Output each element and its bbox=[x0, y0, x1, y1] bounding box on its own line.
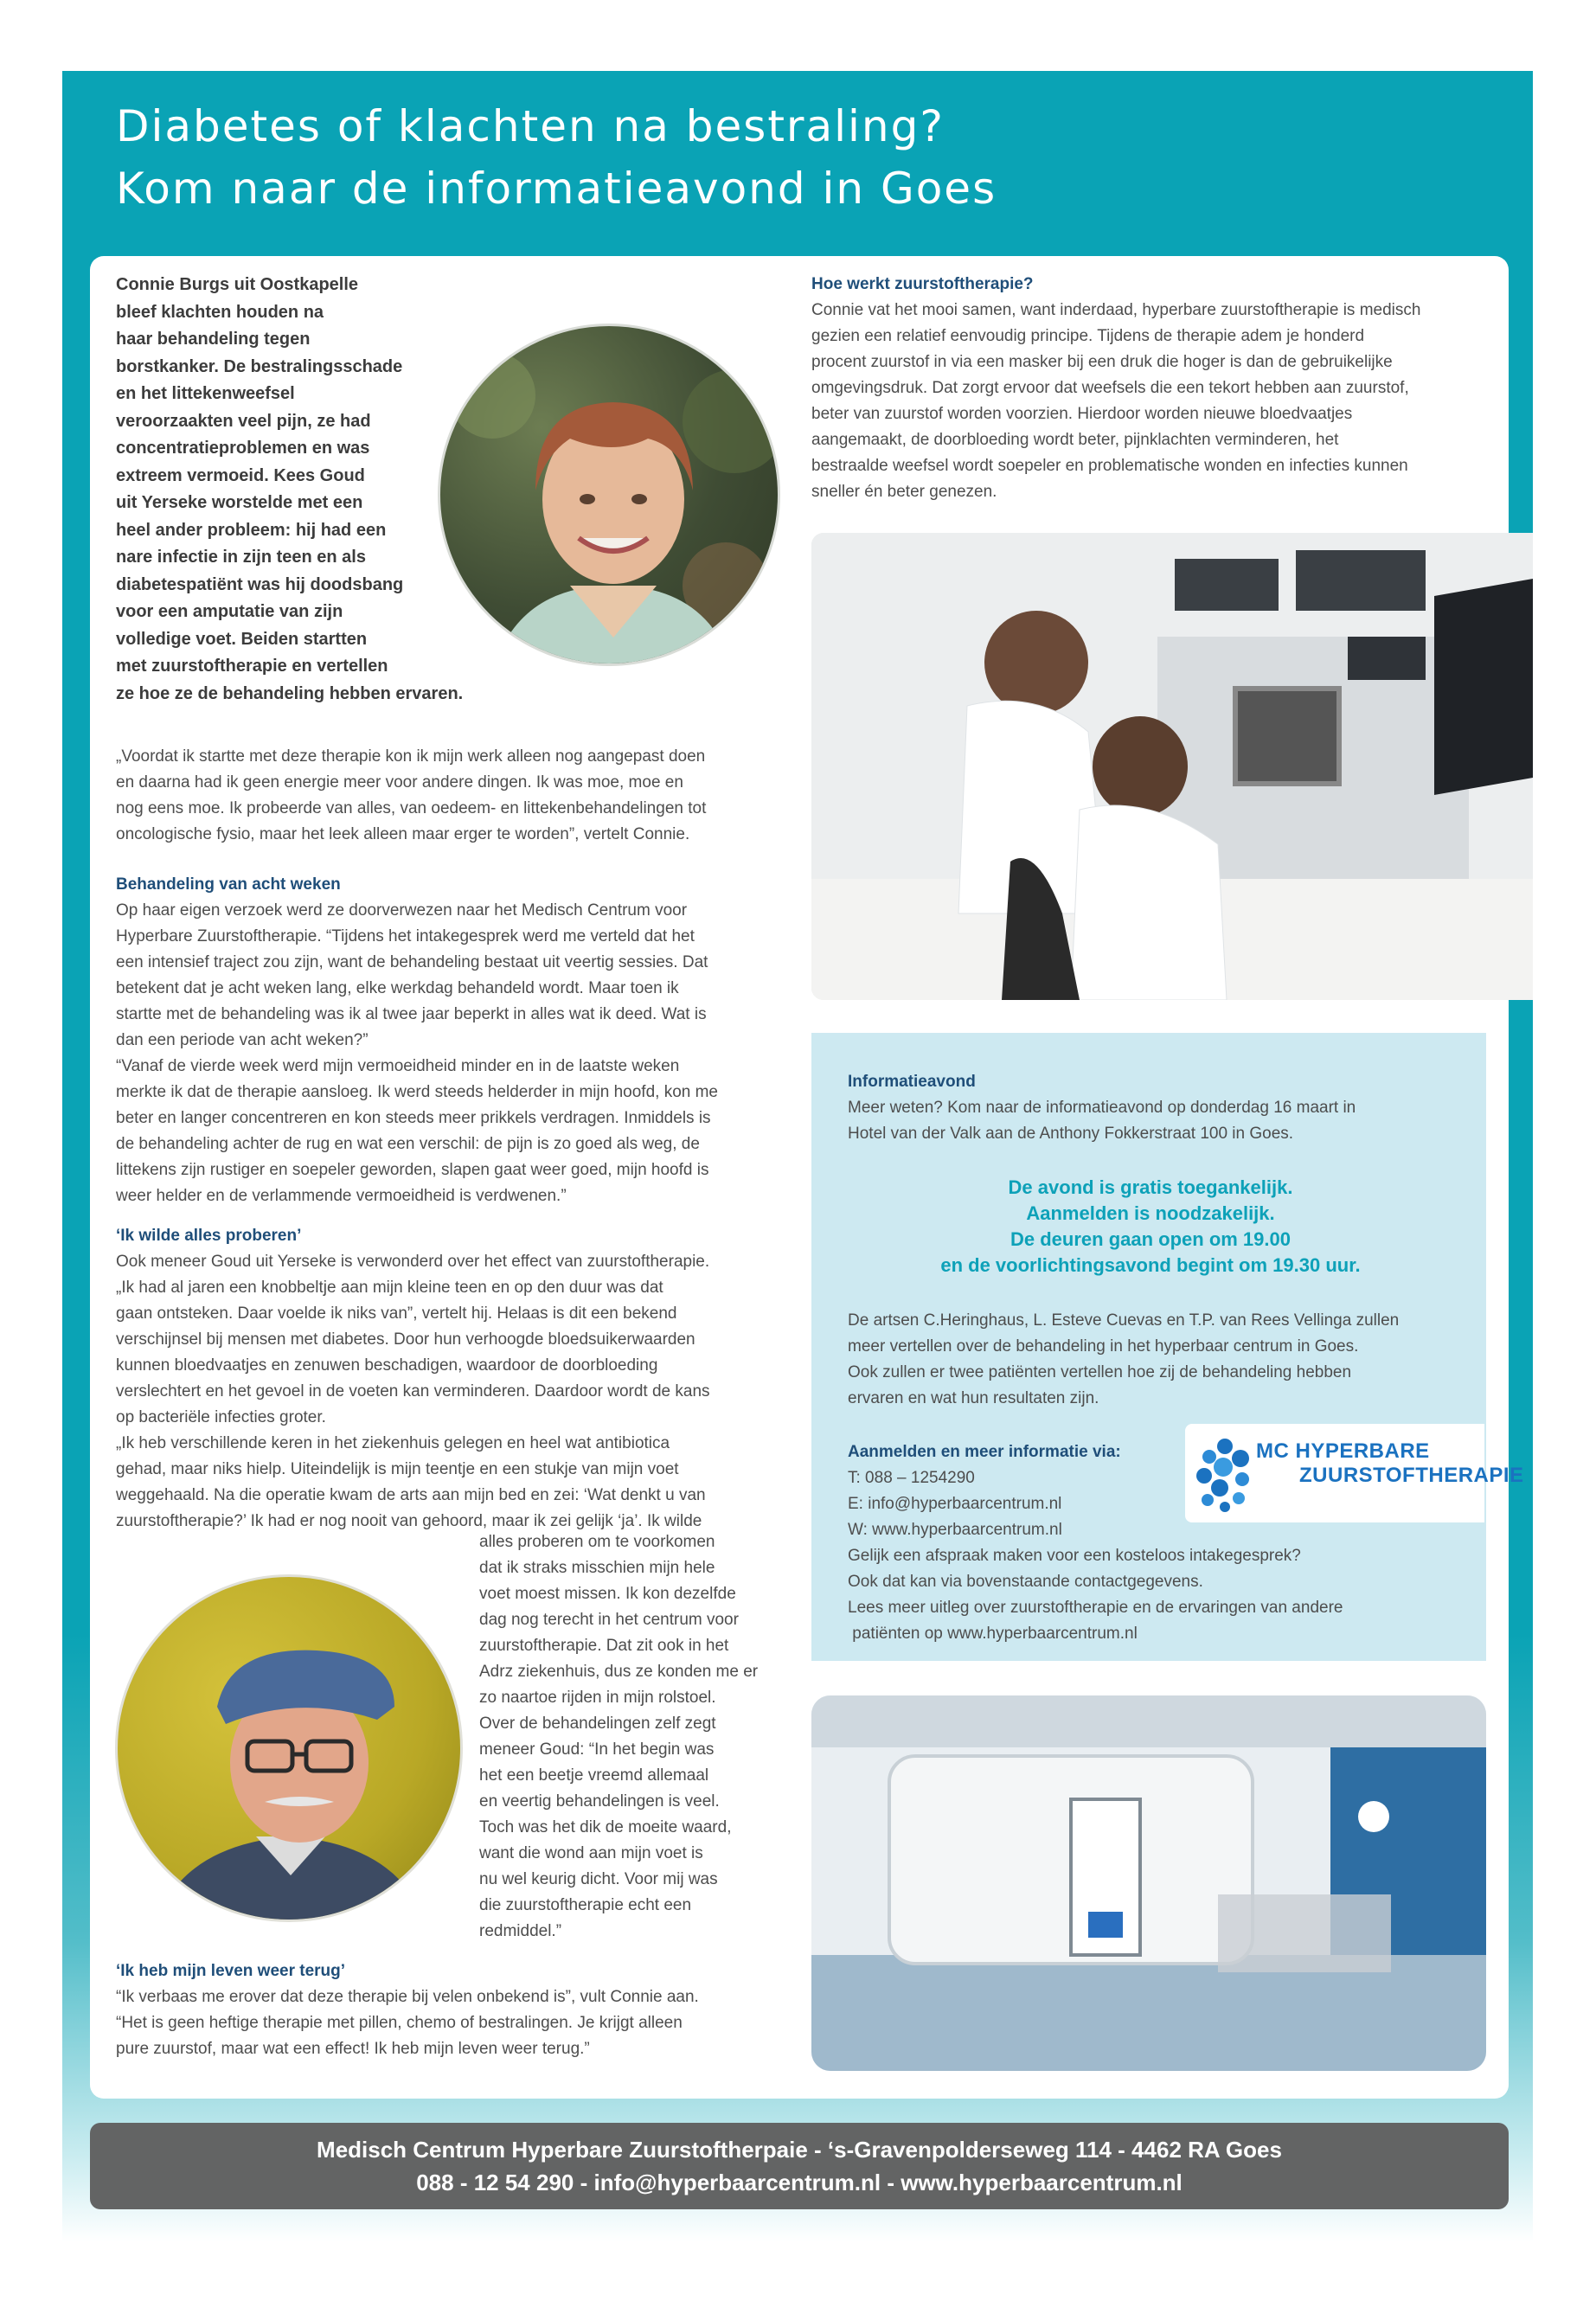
text-line: zuurstoftherapie?’ Ik had er nog nooit van gehoord, maar ik zei gelijk ‘ja’. Ik wilde bbox=[116, 1512, 702, 1530]
logo-text-line1: MC HYPERBARE bbox=[1256, 1439, 1430, 1463]
headline-line-1: Diabetes of klachten na bestraling? bbox=[116, 101, 945, 151]
text-line: gezien een relatief eenvoudig principe. Tijdens de therapie adem je honderd bbox=[811, 327, 1365, 345]
intro-line: haar behandeling tegen bbox=[116, 330, 311, 349]
text-line: bestraalde weefsel wordt soepeler en problematische wonden en infecties kunnen bbox=[811, 457, 1408, 475]
text-line: dat ik straks misschien mijn hele bbox=[479, 1559, 715, 1577]
intro-line: volledige voet. Beiden startten bbox=[116, 629, 368, 649]
text-line: voet moest missen. Ik kon dezelfde bbox=[479, 1585, 736, 1603]
text-line: beter en langer concentreren en kon steeds meer prikkels verdragen. Inmiddels is bbox=[116, 1109, 711, 1127]
footer-contact: 088 - 12 54 290 - info@hyperbaarcentrum.nl - www.hyperbaarcentrum.nl bbox=[416, 2170, 1183, 2195]
section-heading: ‘Ik wilde alles proberen’ bbox=[116, 1227, 302, 1245]
text-line: verschijnsel bij mensen met diabetes. Door hun verhoogde bloedsuikerwaarden bbox=[116, 1330, 695, 1349]
info-box bbox=[811, 1033, 1486, 1661]
cta-line: De deuren gaan open om 19.00 bbox=[1010, 1228, 1291, 1250]
intro-line: voor een amputatie van zijn bbox=[116, 602, 343, 621]
text-line: dan een periode van acht weken?” bbox=[116, 1031, 369, 1049]
text-line: oncologische fysio, maar het leek alleen maar erger te worden”, vertelt Connie. bbox=[116, 825, 690, 843]
cta-block bbox=[848, 1175, 1453, 1279]
text-line: Connie vat het mooi samen, want inderdaad, hyperbare zuurstoftherapie is medisch bbox=[811, 301, 1421, 319]
text-line: „Ik had al jaren een knobbeltje aan mijn kleine teen en op den duur was dat bbox=[116, 1279, 663, 1297]
text-line: meneer Goud: “In het begin was bbox=[479, 1740, 715, 1759]
section-alles-proberen bbox=[116, 1223, 799, 1535]
text-line: nu wel keurig dicht. Voor mij was bbox=[479, 1870, 718, 1888]
text-line: redmiddel.” bbox=[479, 1922, 562, 1940]
text-line: weggehaald. Na die operatie kwam de arts aan mijn bed en zei: ‘Wat denkt u van bbox=[116, 1486, 706, 1504]
text-line: Ook zullen er twee patiënten vertellen hoe zij de behandeling hebben bbox=[848, 1363, 1352, 1381]
text-line: Hotel van der Valk aan de Anthony Fokkerstraat 100 in Goes. bbox=[848, 1125, 1294, 1143]
info-box-content bbox=[848, 1069, 1453, 1647]
text-line: meer vertellen over de behandeling in het hyperbaar centrum in Goes. bbox=[848, 1337, 1359, 1356]
text-line: zuurstoftherapie. Dat zit ook in het bbox=[479, 1637, 729, 1655]
text-line: “Het is geen heftige therapie met pillen, chemo of bestralingen. Je krijgt alleen bbox=[116, 2014, 683, 2032]
text-line: Adrz ziekenhuis, dus ze konden me er bbox=[479, 1663, 759, 1681]
section-alles-proberen-narrow bbox=[479, 1529, 808, 1945]
intro-line: ze hoe ze de behandeling hebben ervaren. bbox=[116, 683, 464, 703]
text-line: Toch was het dik de moeite waard, bbox=[479, 1818, 732, 1836]
intro-line: heel ander probleem: hij had een bbox=[116, 520, 387, 540]
intro-line: borstkanker. De bestralingsschade bbox=[116, 356, 403, 376]
intro-line: diabetespatiënt was hij doodsbang bbox=[116, 574, 404, 594]
text-line: Over de behandelingen zelf zegt bbox=[479, 1715, 716, 1733]
text-line: ervaren en wat hun resultaten zijn. bbox=[848, 1389, 1099, 1407]
text-line: patiënten op www.hyperbaarcentrum.nl bbox=[848, 1625, 1138, 1643]
text-line: Lees meer uitleg over zuurstoftherapie en de ervaringen van andere bbox=[848, 1599, 1343, 1617]
photo-chamber-illustration bbox=[811, 1695, 1486, 2071]
text-line: littekens zijn rustiger en soepeler geworden, slapen gaat weer goed, mijn hoofd is bbox=[116, 1161, 709, 1179]
intro-line: en het littekenweefsel bbox=[116, 384, 295, 403]
headline-line-2: Kom naar de informatieavond in Goes bbox=[116, 163, 997, 214]
website-line[interactable]: W: www.hyperbaarcentrum.nl bbox=[848, 1521, 1062, 1539]
intro-line: uit Yerseke worstelde met een bbox=[116, 493, 363, 512]
text-line: een intensief traject zou zijn, want de behandeling bestaat uit veertig sessies. Dat bbox=[116, 953, 708, 971]
page-headline bbox=[116, 95, 997, 220]
text-line: betekent dat je acht weken lang, elke werkdag behandeld wordt. Maar toen ik bbox=[116, 979, 679, 997]
section-heading: Behandeling van acht weken bbox=[116, 875, 341, 894]
text-line: verslechtert en het gevoel in de voeten kan verminderen. Daardoor wordt de kans bbox=[116, 1382, 710, 1400]
intro-line: Connie Burgs uit Oostkapelle bbox=[116, 275, 359, 294]
text-line: pure zuurstof, maar wat een effect! Ik heb mijn leven weer terug.” bbox=[116, 2040, 590, 2058]
text-line: de behandeling achter de rug en wat een verschil: de pijn is zo goed als weg, de bbox=[116, 1135, 700, 1153]
intro-line: extreem vermoeid. Kees Goud bbox=[116, 465, 365, 485]
text-line: Meer weten? Kom naar de informatieavond op donderdag 16 maart in bbox=[848, 1099, 1356, 1117]
phone-line: T: 088 – 1254290 bbox=[848, 1469, 975, 1487]
text-line: „Ik heb verschillende keren in het ziekenhuis gelegen en heel wat antibiotica bbox=[116, 1434, 670, 1452]
text-line: Gelijk een afspraak maken voor een kosteloos intakegesprek? bbox=[848, 1547, 1301, 1565]
section-hoe-werkt bbox=[811, 272, 1512, 505]
connie-quote bbox=[116, 744, 791, 848]
text-line: Hyperbare Zuurstoftherapie. “Tijdens het intakegesprek werd me verteld dat het bbox=[116, 927, 695, 945]
section-heading: ‘Ik heb mijn leven weer terug’ bbox=[116, 1962, 346, 1980]
text-line: Ook meneer Goud uit Yerseke is verwonderd over het effect van zuurstoftherapie. bbox=[116, 1253, 710, 1271]
text-line: Ook dat kan via bovenstaande contactgegevens. bbox=[848, 1573, 1203, 1591]
cta-line: De avond is gratis toegankelijk. bbox=[1008, 1176, 1293, 1198]
text-line: die zuurstoftherapie echt een bbox=[479, 1896, 692, 1914]
intro-line: concentratieproblemen en was bbox=[116, 439, 370, 458]
cta-line: Aanmelden is noodzakelijk. bbox=[1026, 1202, 1275, 1224]
footer-address: Medisch Centrum Hyperbare Zuurstoftherpaie - ‘s-Gravenpolderseweg 114 - 4462 RA Goes bbox=[317, 2137, 1282, 2163]
intro-line: nare infectie in zijn teen en als bbox=[116, 548, 366, 567]
photo-control-room-illustration bbox=[811, 533, 1533, 1000]
text-line: aangemaakt, de doorbloeding wordt beter, pijnklachten verminderen, het bbox=[811, 431, 1339, 449]
footer-bar bbox=[90, 2123, 1509, 2209]
text-line: gehad, maar niks hielp. Uiteindelijk is mijn teentje en een stukje van mijn voet bbox=[116, 1460, 679, 1478]
text-line: op bacteriële infecties groter. bbox=[116, 1408, 326, 1426]
text-line: startte met de behandeling was ik al twee jaar beperkt in alles wat ik deed. Wat is bbox=[116, 1005, 707, 1023]
text-line: dag nog terecht in het centrum voor bbox=[479, 1611, 739, 1629]
text-line: beter van zuurstof worden voorzien. Hierdoor worden nieuwe bloedvaatjes bbox=[811, 405, 1353, 423]
text-line: nog eens moe. Ik probeerde van alles, van oedeem- en littekenbehandelingen tot bbox=[116, 799, 707, 817]
bubble-logo-icon bbox=[1190, 1431, 1259, 1517]
portrait-kees-goud bbox=[115, 1574, 463, 1922]
intro-line: bleef klachten houden na bbox=[116, 302, 324, 322]
text-line: “Ik verbaas me erover dat deze therapie bij velen onbekend is”, vult Connie aan. bbox=[116, 1988, 699, 2006]
text-line: omgevingsdruk. Dat zorgt ervoor dat weefsels die een tekort hebben aan zuurstof, bbox=[811, 379, 1409, 397]
text-line: Op haar eigen verzoek werd ze doorverwezen naar het Medisch Centrum voor bbox=[116, 901, 688, 920]
portrait-connie-illustration bbox=[440, 326, 780, 666]
photo-control-room bbox=[811, 533, 1533, 1000]
text-line: en daarna had ik geen energie meer voor andere dingen. Ik was moe, moe en bbox=[116, 773, 683, 792]
text-line: “Vanaf de vierde week werd mijn vermoeidheid minder en in de laatste weken bbox=[116, 1057, 680, 1075]
text-line: De artsen C.Heringhaus, L. Esteve Cuevas en T.P. van Rees Vellinga zullen bbox=[848, 1311, 1400, 1330]
info-heading: Informatieavond bbox=[848, 1073, 976, 1091]
text-line: procent zuurstof in via een masker bij een druk die hoger is dan de gebruikelijke bbox=[811, 353, 1393, 371]
portrait-kees-illustration bbox=[118, 1577, 463, 1922]
text-line: zo naartoe rijden in mijn rolstoel. bbox=[479, 1689, 716, 1707]
text-line: alles proberen om te voorkomen bbox=[479, 1533, 715, 1551]
text-line: kunnen bloedvaatjes en zenuwen beschadigen, waardoor de doorbloeding bbox=[116, 1356, 658, 1375]
text-line: het een beetje vreemd allemaal bbox=[479, 1766, 709, 1785]
text-line: gaan ontsteken. Daar voelde ik niks van”, vertelt hij. Helaas is dit een bekend bbox=[116, 1304, 677, 1323]
intro-line: met zuurstoftherapie en vertellen bbox=[116, 657, 388, 676]
text-line: en veertig behandelingen is veel. bbox=[479, 1792, 720, 1811]
text-line: merkte ik dat de therapie aansloeg. Ik werd steeds helderder in mijn hoofd, kon me bbox=[116, 1083, 718, 1101]
text-line: weer helder en de verlammende vermoeidheid is verdwenen.” bbox=[116, 1187, 567, 1205]
section-heading: Hoe werkt zuurstoftherapie? bbox=[811, 275, 1034, 293]
section-acht-weken bbox=[116, 872, 799, 1209]
logo-text-line2: ZUURSTOFTHERAPIE bbox=[1299, 1464, 1524, 1487]
logo-mc-hyperbare bbox=[1185, 1424, 1524, 1522]
contact-heading: Aanmelden en meer informatie via: bbox=[848, 1443, 1121, 1461]
photo-hyperbaric-chamber bbox=[811, 1695, 1486, 2071]
portrait-connie-burgs bbox=[438, 324, 780, 666]
cta-line: en de voorlichtingsavond begint om 19.30 uur. bbox=[940, 1254, 1361, 1276]
speakers-block bbox=[848, 1308, 1453, 1412]
text-line: sneller én beter genezen. bbox=[811, 483, 997, 501]
text-line: want die wond aan mijn voet is bbox=[479, 1844, 703, 1862]
email-line[interactable]: E: info@hyperbaarcentrum.nl bbox=[848, 1495, 1062, 1513]
text-line: „Voordat ik startte met deze therapie kon ik mijn werk alleen nog aangepast doen bbox=[116, 747, 706, 766]
section-leven-terug bbox=[116, 1958, 799, 2062]
intro-line: veroorzaakten veel pijn, ze had bbox=[116, 411, 371, 431]
